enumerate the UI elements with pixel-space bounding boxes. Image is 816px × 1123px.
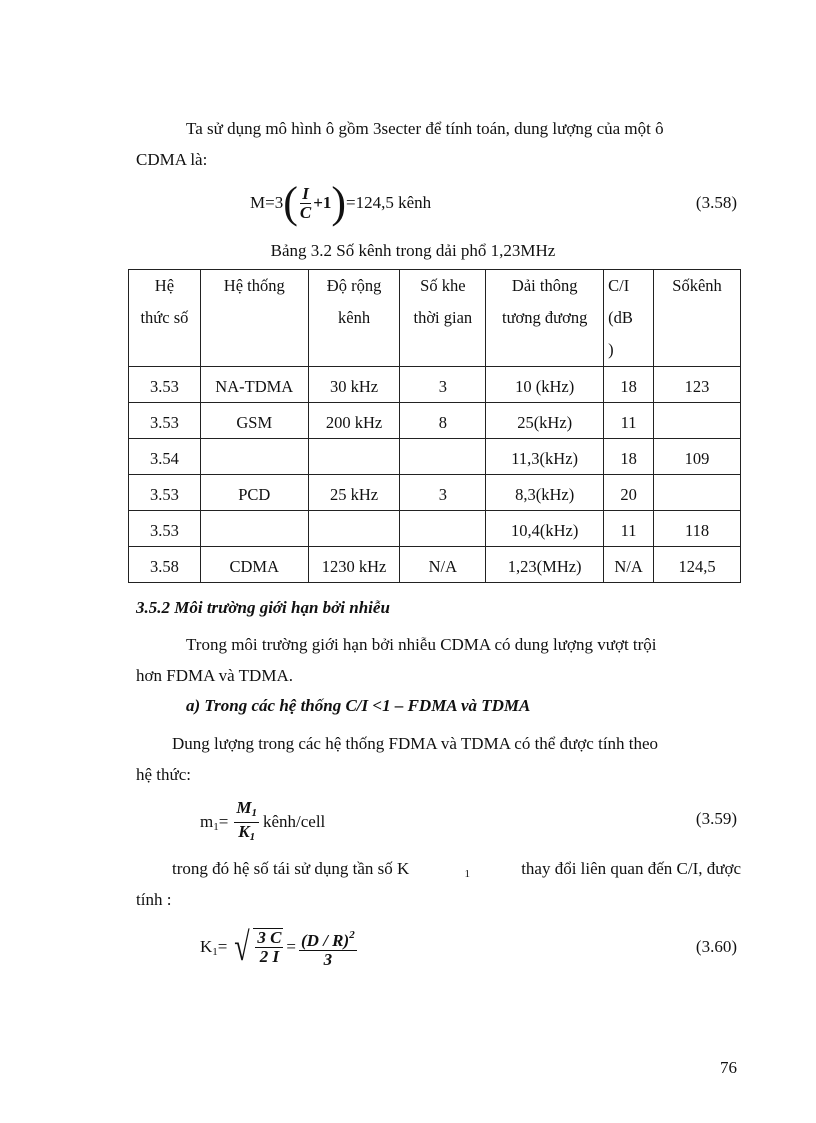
table-cell: 3.53 <box>129 511 201 547</box>
eq358-num: I <box>302 183 309 203</box>
table-cell: 1,23(MHz) <box>486 547 604 583</box>
table-row <box>129 547 741 583</box>
table-cell: 25 kHz <box>308 475 400 511</box>
table-cell: 11 <box>604 511 654 547</box>
eq358-fraction <box>298 185 313 222</box>
left-paren: ( <box>283 178 298 227</box>
table-cell <box>308 439 400 475</box>
eq360-lhs: $K_1=$ <box>200 936 228 958</box>
table-cell: 30 kHz <box>308 367 400 403</box>
header-cell: Hệ thức số <box>129 270 201 367</box>
table-header-row <box>129 270 741 367</box>
header-cell: Độ rộng kênh <box>308 270 400 367</box>
eq358-lhs: M=3 <box>250 193 284 212</box>
eq359-fraction: $\frac{M_1}{K_1}$ <box>236 797 257 843</box>
table-cell <box>308 511 400 547</box>
eq358-rhs: =124,5 kênh <box>346 193 432 212</box>
table-cell: 10 (kHz) <box>486 367 604 403</box>
page-number: 76 <box>720 1058 737 1077</box>
header-cell: Hệ thống <box>200 270 308 367</box>
table-cell <box>400 511 486 547</box>
eq359-number: (3.59) <box>695 809 737 828</box>
section-heading: 3.5.2 Môi trường giới hạn bởi nhiễu <box>136 598 390 617</box>
table-cell: 3 <box>400 367 486 403</box>
eq358-number: (3.58) <box>695 193 737 212</box>
table-caption: Bảng 3.2 Số kênh trong dải phổ 1,23MHz <box>270 241 556 260</box>
table-cell: PCD <box>200 475 308 511</box>
header-cell: Sốkênh <box>654 270 741 367</box>
table-row <box>129 475 741 511</box>
para3-line-2: tính : <box>136 890 172 909</box>
table-cell: 10,4(kHz) <box>486 511 604 547</box>
table-cell: 11,3(kHz) <box>486 439 604 475</box>
table-cell <box>200 511 308 547</box>
table-cell: 20 <box>604 475 654 511</box>
table-cell: 18 <box>604 439 654 475</box>
table-cell: 1230 kHz <box>308 547 400 583</box>
eq360-rhs-fraction: $\frac{(D / R)^2}{3}$ <box>299 926 357 969</box>
table-row <box>129 511 741 547</box>
eq359-lhs: $m_1=$ <box>200 811 229 833</box>
intro-line-1: Ta sử dụng mô hình ô gồm 3secter để tính toán, dung lượng của một ô <box>186 119 664 138</box>
table-cell <box>400 439 486 475</box>
right-paren: ) <box>331 178 347 227</box>
eq358-den: C <box>299 202 312 222</box>
table-cell: 11 <box>604 403 654 439</box>
subheading: a) Trong các hệ thống C/I <1 – FDMA và TDMA <box>186 696 531 715</box>
table-cell: GSM <box>200 403 308 439</box>
header-cell: C/I (dB ) <box>604 270 654 367</box>
eq358-plus: +1 <box>313 193 332 212</box>
table-cell: NA-TDMA <box>200 367 308 403</box>
table-cell: 118 <box>654 511 741 547</box>
intro-line-2: CDMA là: <box>136 150 208 169</box>
equation-3-59 <box>200 797 325 847</box>
table-cell: 200 kHz <box>308 403 400 439</box>
table-row <box>129 367 741 403</box>
table-row <box>129 439 741 475</box>
equation-3-58 <box>250 178 431 228</box>
table-cell: N/A <box>604 547 654 583</box>
sqrt-symbol: √ $\frac{3 C}{2 I}$ <box>234 924 282 969</box>
para1-line-2: hơn FDMA và TDMA. <box>136 666 293 685</box>
table-cell: 124,5 <box>654 547 741 583</box>
header-cell: Số khe thời gian <box>400 270 486 367</box>
table-cell <box>200 439 308 475</box>
para3-line-1: trong đó hệ số tái sử dụng tần số K $_1$ thay đổi liên quan đến C/I, được <box>172 859 741 880</box>
table-cell: 18 <box>604 367 654 403</box>
table-cell: 3.53 <box>129 475 201 511</box>
eq360-number: (3.60) <box>695 937 737 956</box>
table-cell: N/A <box>400 547 486 583</box>
table-cell: 3.53 <box>129 403 201 439</box>
eq359-unit: kênh/cell <box>262 812 326 831</box>
table-cell: 3.58 <box>129 547 201 583</box>
table-row <box>129 403 741 439</box>
channel-table <box>128 269 741 583</box>
para1-line-1: Trong môi trường giới hạn bởi nhiễu CDMA có dung lượng vượt trội <box>186 635 657 654</box>
para2-line-1: Dung lượng trong các hệ thống FDMA và TDMA có thể được tính theo <box>172 734 659 753</box>
table-cell: 3 <box>400 475 486 511</box>
table-cell: 3.54 <box>129 439 201 475</box>
table-cell: 8 <box>400 403 486 439</box>
table-cell <box>654 475 741 511</box>
table-cell: 123 <box>654 367 741 403</box>
table-cell: 3.53 <box>129 367 201 403</box>
table-cell: 25(kHz) <box>486 403 604 439</box>
table-cell: 109 <box>654 439 741 475</box>
table-cell: CDMA <box>200 547 308 583</box>
table-cell <box>654 403 741 439</box>
para2-line-2: hệ thức: <box>136 765 192 784</box>
header-cell: Dải thông tương đương <box>486 270 604 367</box>
table-cell: 8,3(kHz) <box>486 475 604 511</box>
equation-3-60: $K_1=$ √ $\frac{3 C}{2 I}$ = $\frac{(D / R)^2}{3}$ <box>200 924 355 969</box>
